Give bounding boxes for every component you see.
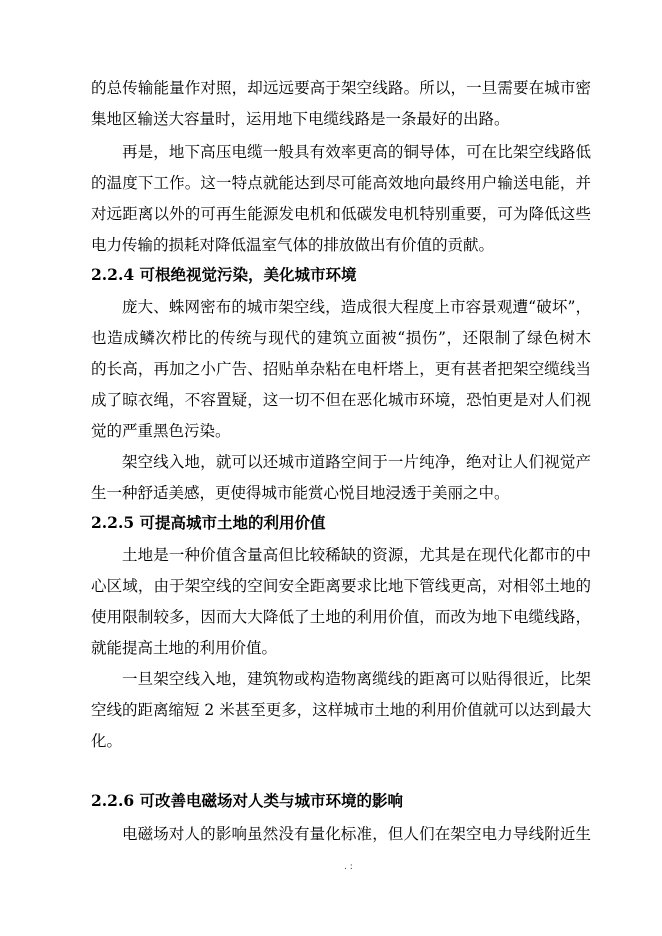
- text-line: 化。: [91, 732, 123, 750]
- text-line: 也造成鳞次栉比的传统与现代的建筑立面被“损伤”，还限制了绿色树木: [91, 329, 591, 347]
- text-line: 对远距离以外的可再生能源发电机和低碳发电机特别重要，可为降低这些: [91, 205, 591, 223]
- page-mark: . :: [344, 862, 353, 872]
- section-heading-2-2-4: 2.2.4 可根绝视觉污染，美化城市环境: [91, 265, 357, 284]
- text-line: 使用限制较多，因而大大降低了土地的利用价值，而改为地下电缆线路，: [91, 608, 591, 626]
- section-heading-2-2-6: 2.2.6 可改善电磁场对人类与城市环境的影响: [91, 791, 404, 810]
- text-line: 土地是一种价值含量高但比较稀缺的资源，尤其是在现代化都市的中: [122, 546, 591, 564]
- text-line: 心区域，由于架空线的空间安全距离要求比地下管线更高，对相邻土地的: [91, 577, 591, 595]
- text-line: 集地区输送大容量时，运用地下电缆线路是一条最好的出路。: [91, 110, 510, 128]
- text-line: 电磁场对人的影响虽然没有量化标准，但人们在架空电力导线附近生: [122, 825, 591, 843]
- text-line: 庞大、蛛网密布的城市架空线，造成很大程度上市容景观遭“破坏”，: [122, 298, 591, 316]
- text-line: 电力传输的损耗对降低温室气体的排放做出有价值的贡献。: [91, 236, 495, 254]
- text-line: 架空线入地，就可以还城市道路空间于一片纯净，绝对让人们视觉产: [122, 453, 591, 471]
- text-line: 空线的距离缩短 2 米甚至更多，这样城市土地的利用价值就可以达到最大: [91, 701, 592, 719]
- text-line: 的温度下工作。这一特点就能达到尽可能高效地向最终用户输送电能，并: [91, 174, 591, 192]
- text-line: 的长高，再加之小广告、招贴单杂粘在电杆塔上，更有甚者把架空缆线当: [91, 360, 591, 378]
- text-line: 一旦架空线入地，建筑物或构造物离缆线的距离可以贴得很近，比架: [122, 670, 591, 688]
- text-line: 的总传输能量作对照，却远远要高于架空线路。所以，一旦需要在城市密: [91, 79, 591, 97]
- text-line: 生一种舒适美感，更使得城市能赏心悦目地浸透于美丽之中。: [91, 484, 510, 502]
- text-line: 成了晾衣绳，不容置疑，这一切不但在恶化城市环境，恐怕更是对人们视: [91, 391, 591, 409]
- text-line: 觉的严重黑色污染。: [91, 422, 231, 440]
- text-line: 再是，地下高压电缆一般具有效率更高的铜导体，可在比架空线路低: [122, 143, 591, 161]
- section-heading-2-2-5: 2.2.5 可提高城市土地的利用价值: [91, 513, 326, 532]
- text-line: 就能提高土地的利用价值。: [91, 639, 278, 657]
